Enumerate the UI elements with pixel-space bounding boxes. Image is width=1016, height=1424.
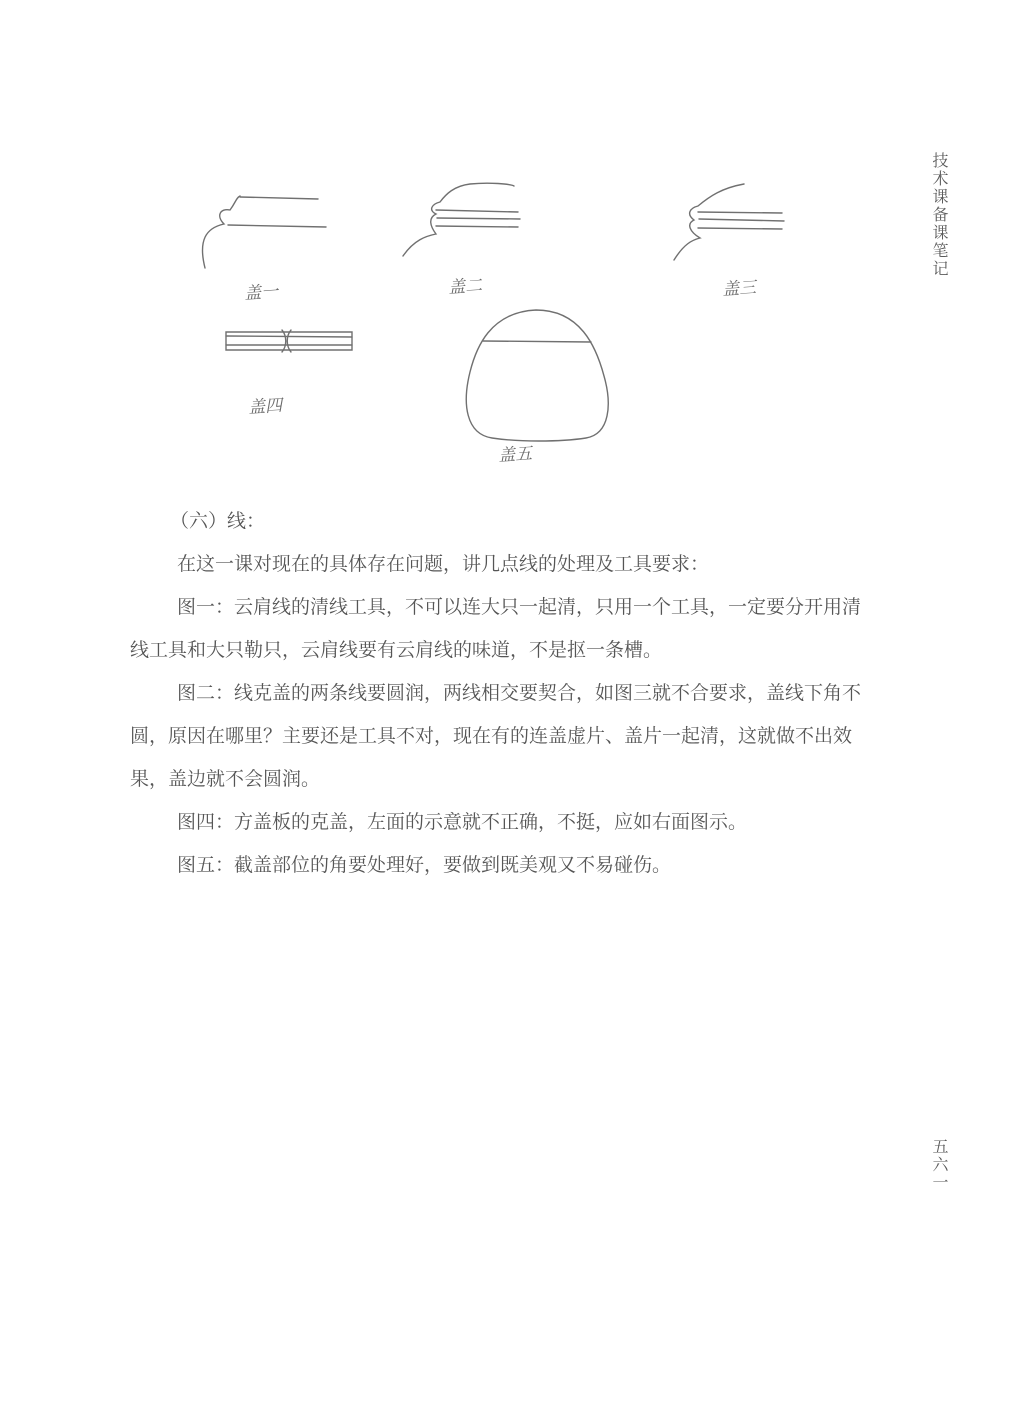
figure-3-sketch (674, 184, 784, 260)
figure-5-sketch (466, 310, 608, 441)
figure-5-label: 盖五 (497, 443, 533, 467)
page-number: 五六一 (930, 1138, 949, 1192)
sketch-figures (0, 0, 1016, 480)
paragraph-figure-5: 图五：截盖部位的角要处理好，要做到既美观又不易碰伤。 (177, 854, 672, 876)
paragraph-figure-1: 图一：云肩线的清线工具，不可以连大只一起清，只用一个工具，一定要分开用清线工具和大只勒只，云肩线要有云肩线的味道，不是抠一条槽。 (130, 596, 862, 661)
figure-4-sketch (226, 330, 352, 352)
section-heading: （六）线： (170, 510, 266, 532)
body-text (130, 500, 870, 887)
figure-4-label: 盖四 (247, 395, 283, 419)
paragraph-figure-4: 图四：方盖板的克盖，左面的示意就不正确，不挺，应如右面图示。 (177, 811, 748, 833)
figure-2-label: 盖二 (447, 275, 483, 299)
paragraph-intro: 在这一课对现在的具体存在问题，讲几点线的处理及工具要求： (177, 553, 710, 575)
figure-1-sketch (202, 196, 326, 268)
figure-2-sketch (403, 183, 520, 256)
paragraph-figure-2: 图二：线克盖的两条线要圆润，两线相交要契合，如图三就不合要求，盖线下角不圆，原因在哪里？主要还是工具不对，现在有的连盖虚片、盖片一起清，这就做不出效果，盖边就不会圆润。 (130, 682, 862, 790)
running-head: 技术课备课笔记 (930, 152, 949, 278)
figure-1-label: 盖一 (243, 281, 279, 305)
figure-3-label: 盖三 (721, 277, 757, 301)
